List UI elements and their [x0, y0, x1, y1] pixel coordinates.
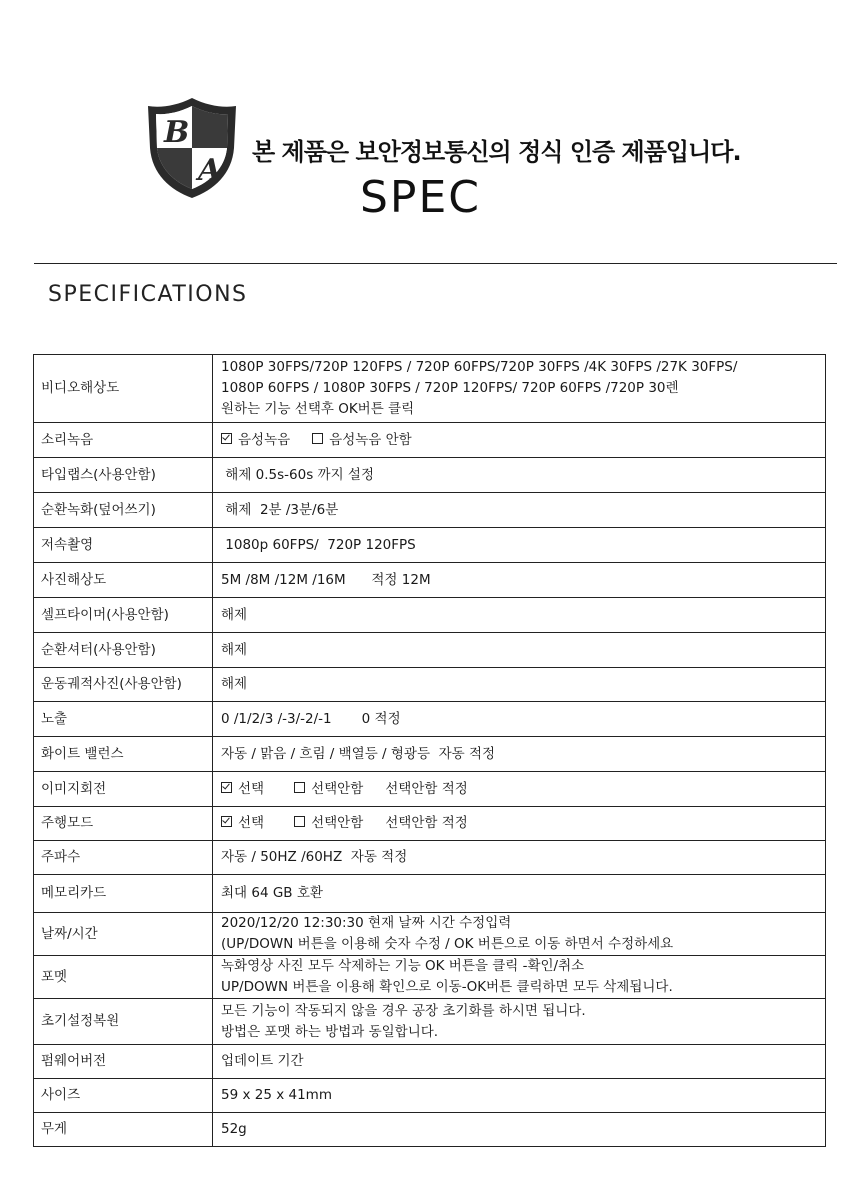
spec-value [213, 423, 826, 458]
spec-value-line: 1080P 30FPS/720P 120FPS / 720P 60FPS/720P 30FPS /4K 30FPS /27K 30FPS/ [221, 359, 738, 375]
table-row [34, 807, 826, 841]
spec-value [213, 999, 826, 1045]
spec-value [213, 563, 826, 598]
table-row [34, 528, 826, 563]
spec-value [213, 1113, 826, 1147]
checked-box-icon[interactable] [221, 816, 232, 827]
table-row [34, 493, 826, 528]
spec-label: 운동궤적사진(사용안함) [34, 668, 213, 702]
spec-label: 주파수 [34, 841, 213, 875]
checkbox-label: 선택안함 [311, 780, 364, 797]
spec-value-line: 최대 64 GB 호환 [221, 885, 323, 901]
spec-value-line: 0 /1/2/3 /-3/-2/-1 0 적정 [221, 710, 401, 727]
spec-label: 타입랩스(사용안함) [34, 458, 213, 493]
spec-label: 포멧 [34, 956, 213, 999]
option-group [221, 430, 819, 451]
spec-label: 사이즈 [34, 1079, 213, 1113]
table-row [34, 633, 826, 668]
checkbox-option[interactable] [294, 779, 363, 800]
shield-logo-icon [146, 96, 238, 200]
checkbox-label: 선택 [238, 815, 265, 831]
header [0, 0, 857, 262]
checkbox-option[interactable] [221, 430, 290, 451]
checkbox-label: 음성녹음 안함 [329, 431, 412, 448]
table-row [34, 1113, 826, 1147]
spec-value-line: 해제 0.5s-60s 까지 설정 [221, 466, 374, 483]
table-row [34, 1045, 826, 1079]
spec-value-line: 녹화영상 사진 모두 삭제하는 기능 OK 버튼을 클릭 -확인/취소 [221, 958, 585, 974]
checkbox-label: 음성녹음 [238, 431, 291, 448]
table-row [34, 598, 826, 633]
option-group [221, 813, 819, 834]
spec-label: 저속촬영 [34, 528, 213, 563]
spec-value-line: 1080p 60FPS/ 720P 120FPS [221, 536, 416, 553]
table-row [34, 563, 826, 598]
spec-label: 메모리카드 [34, 875, 213, 913]
logo-letter-b: B [164, 115, 190, 150]
unchecked-box-icon[interactable] [312, 433, 323, 444]
spec-label: 순환셔터(사용안함) [34, 633, 213, 668]
spec-value-line: 2020/12/20 12:30:30 현재 날짜 시간 수정입력 [221, 915, 512, 931]
checkbox-option[interactable] [312, 430, 412, 451]
spec-value-line: 1080P 60FPS / 1080P 30FPS / 720P 120FPS/ 720P 60FPS /720P 30렌 [221, 380, 679, 396]
table-row [34, 702, 826, 737]
spec-value [213, 668, 826, 702]
spec-value-line: 업데이트 기간 [221, 1053, 304, 1069]
spec-label: 날짜/시간 [34, 913, 213, 956]
table-row [34, 668, 826, 702]
spec-value [213, 702, 826, 737]
spec-value-line: 59 x 25 x 41mm [221, 1087, 332, 1103]
spec-label: 이미지회전 [34, 772, 213, 807]
table-row [34, 841, 826, 875]
table-row [34, 1079, 826, 1113]
spec-label: 무게 [34, 1113, 213, 1147]
section-title: SPECIFICATIONS [48, 282, 248, 307]
option-group [221, 779, 819, 800]
spec-value [213, 956, 826, 999]
spec-value-line: UP/DOWN 버튼을 이용해 확인으로 이동-OK버튼 클릭하면 모두 삭제됩니다. [221, 979, 673, 995]
spec-value [213, 807, 826, 841]
spec-value-line: 해제 [221, 606, 248, 623]
checkbox-label: 선택 [238, 780, 265, 797]
divider [34, 263, 837, 264]
table-row [34, 423, 826, 458]
spec-value-line: (UP/DOWN 버튼을 이용해 숫자 수정 / OK 버튼으로 이동 하면서 수정하세요 [221, 936, 674, 952]
table-row [34, 737, 826, 772]
checked-box-icon[interactable] [221, 782, 232, 793]
spec-value [213, 913, 826, 956]
checkbox-option[interactable] [221, 779, 264, 800]
spec-value [213, 355, 826, 423]
table-row [34, 956, 826, 999]
spec-value [213, 875, 826, 913]
table-row [34, 875, 826, 913]
option-note: 선택안함 적정 [385, 815, 468, 831]
table-row [34, 355, 826, 423]
spec-value [213, 1045, 826, 1079]
spec-value [213, 737, 826, 772]
logo-letter-a: A [198, 153, 222, 188]
spec-label: 노출 [34, 702, 213, 737]
spec-label: 순환녹화(덮어쓰기) [34, 493, 213, 528]
spec-value-line: 5M /8M /12M /16M 적정 12M [221, 571, 431, 588]
checked-box-icon[interactable] [221, 433, 232, 444]
spec-value [213, 458, 826, 493]
spec-value-line: 자동 / 50HZ /60HZ 자동 적정 [221, 849, 408, 865]
spec-label: 사진해상도 [34, 563, 213, 598]
spec-value [213, 841, 826, 875]
spec-label: 셀프타이머(사용안함) [34, 598, 213, 633]
spec-label: 비디오해상도 [34, 355, 213, 423]
spec-value [213, 1079, 826, 1113]
checkbox-option[interactable] [294, 813, 363, 834]
spec-label: 펌웨어버전 [34, 1045, 213, 1079]
checkbox-option[interactable] [221, 813, 264, 834]
table-row [34, 913, 826, 956]
spec-value-line: 52g [221, 1121, 247, 1137]
spec-label: 초기설정복원 [34, 999, 213, 1045]
page-title: SPEC [360, 172, 481, 223]
spec-value [213, 493, 826, 528]
spec-value-line: 방법은 포맷 하는 방법과 동일합니다. [221, 1023, 439, 1040]
spec-value-line: 자동 / 맑음 / 흐림 / 백열등 / 형광등 자동 적정 [221, 745, 496, 762]
spec-value-line: 원하는 기능 선택후 OK버튼 클릭 [221, 401, 415, 417]
spec-label: 주행모드 [34, 807, 213, 841]
spec-label: 소리녹음 [34, 423, 213, 458]
spec-value [213, 633, 826, 668]
spec-value-line: 해제 [221, 641, 248, 658]
table-row [34, 458, 826, 493]
unchecked-box-icon[interactable] [294, 782, 305, 793]
spec-label: 화이트 밸런스 [34, 737, 213, 772]
option-note: 선택안함 적정 [385, 780, 468, 797]
table-row [34, 999, 826, 1045]
checkbox-label: 선택안함 [311, 815, 364, 831]
spec-value [213, 772, 826, 807]
certification-tagline: 본 제품은 보안정보통신의 정식 인증 제품입니다. [252, 138, 741, 166]
spec-value-line: 해제 [221, 676, 248, 692]
spec-table [33, 354, 826, 1147]
table-row [34, 772, 826, 807]
spec-value [213, 598, 826, 633]
spec-value-line: 모든 기능이 작동되지 않을 경우 공장 초기화를 하시면 됩니다. [221, 1002, 586, 1019]
spec-value-line: 해제 2분 /3분/6분 [221, 501, 339, 518]
unchecked-box-icon[interactable] [294, 816, 305, 827]
spec-value [213, 528, 826, 563]
